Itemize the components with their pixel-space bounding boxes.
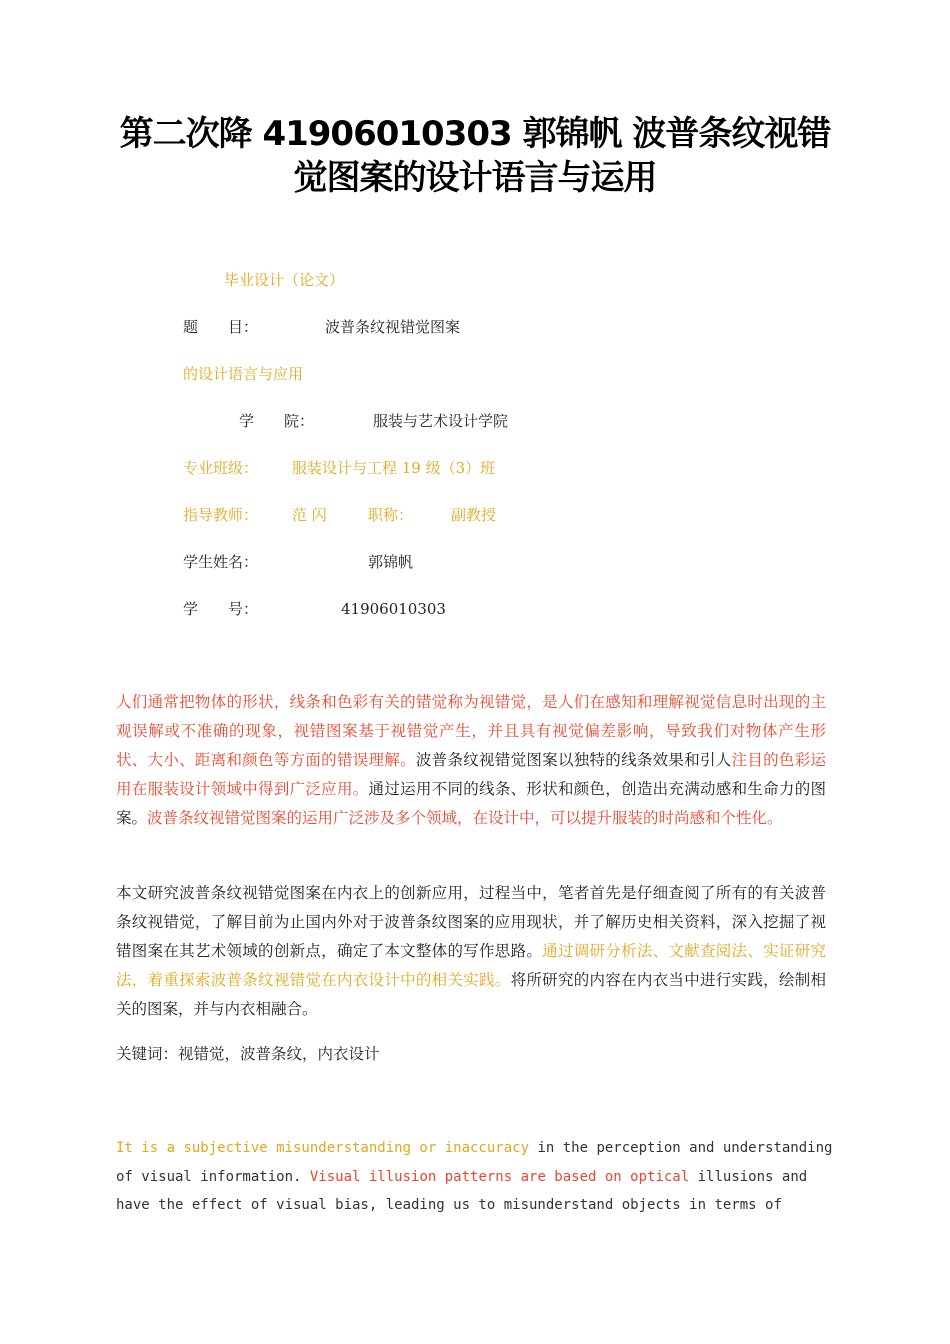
abstract-paragraph-2 xyxy=(116,879,826,1024)
id-label: 学 号： xyxy=(183,600,259,618)
rank-label: 职称： xyxy=(368,506,414,524)
english-red: Visual illusion patterns are based on optical xyxy=(309,1168,690,1185)
topic-value-1: 波普条纹视错觉图案 xyxy=(325,318,461,336)
student-label: 学生姓名： xyxy=(183,553,259,571)
abstract-p1-dark-1: 波普条纹视错觉图案以独特的线条效果和引人 xyxy=(415,751,732,769)
student-value: 郭锦帆 xyxy=(368,553,414,571)
class-value: 服装设计与工程 19 级（3）班 xyxy=(292,459,496,477)
topic-value-2: 的设计语言与应用 xyxy=(183,365,304,383)
abstract-p2-dark-1: 本文研究波普条纹视错觉图案在内衣上的创新应用，过程当中，笔者首先是仔细查阅了所有的有关波普条纹视错觉，了解目前为止国内外对于波普条纹图案的应用现状，并了解历史相关资料，深入挖掘了视错图案在其艺术领域的创新点，确定了本文整体的写作思路。 xyxy=(116,884,826,960)
abstract-p2-gold: 通过调研分析法、文献查阅法、实证研究法，着重探索波普条纹视错觉在内衣设计中的相关实践。 xyxy=(116,942,826,989)
abstract-p2-dark-2: 将所研究的内容在内衣当中进行实践，绘制相关的图案，并与内衣相融合。 xyxy=(116,971,826,1018)
title-line-2: 觉图案的设计语言与运用 xyxy=(293,158,657,198)
english-gold: It is a subjective misunderstanding or inaccuracy xyxy=(116,1140,530,1156)
abstract-p1-red-1: 人们通常把物体的形状，线条和色彩有关的错觉称为视错觉，是人们在感知和理解视觉信息时出现的主观误解或不准确的现象，视错图案基于视错觉产生，并且具有视觉偏差影响，导致我们对物体产生形状、大小、距离和颜色等方面的错误理解。 xyxy=(116,693,826,769)
keywords: 关键词：视错觉，波普条纹，内衣设计 xyxy=(116,1045,380,1063)
document-title xyxy=(80,112,870,200)
english-abstract xyxy=(116,1134,836,1220)
abstract-paragraph-1 xyxy=(116,688,826,833)
id-value: 41906010303 xyxy=(341,600,446,618)
college-label: 学 院： xyxy=(239,412,315,430)
advisor-value: 范 闪 xyxy=(292,506,327,524)
abstract-p1-red-2: 注目的色彩运用在服装设计领域中得到广泛应用。 xyxy=(116,751,826,798)
rank-value: 副教授 xyxy=(451,506,497,524)
english-dark-2: illusions and have the effect of visual bias, leading us to misunderstand objects in terms of xyxy=(116,1168,808,1213)
class-label: 专业班级： xyxy=(183,459,259,477)
cover-heading: 毕业设计（论文） xyxy=(224,271,345,289)
topic-label: 题 目： xyxy=(183,318,259,336)
college-value: 服装与艺术设计学院 xyxy=(373,412,509,430)
abstract-p1-dark-2: 通过运用不同的线条、形状和颜色，创造出充满动感和生命力的图案。 xyxy=(116,780,826,827)
abstract-p1-red-3: 波普条纹视错觉图案的运用广泛涉及多个领域，在设计中，可以提升服装的时尚感和个性化。 xyxy=(147,809,783,827)
title-line-1: 第二次降 41906010303 郭锦帆 波普条纹视错 xyxy=(119,114,831,154)
english-dark-1: in the perception and understanding of visual information. xyxy=(116,1140,833,1185)
advisor-label: 指导教师： xyxy=(183,506,259,524)
